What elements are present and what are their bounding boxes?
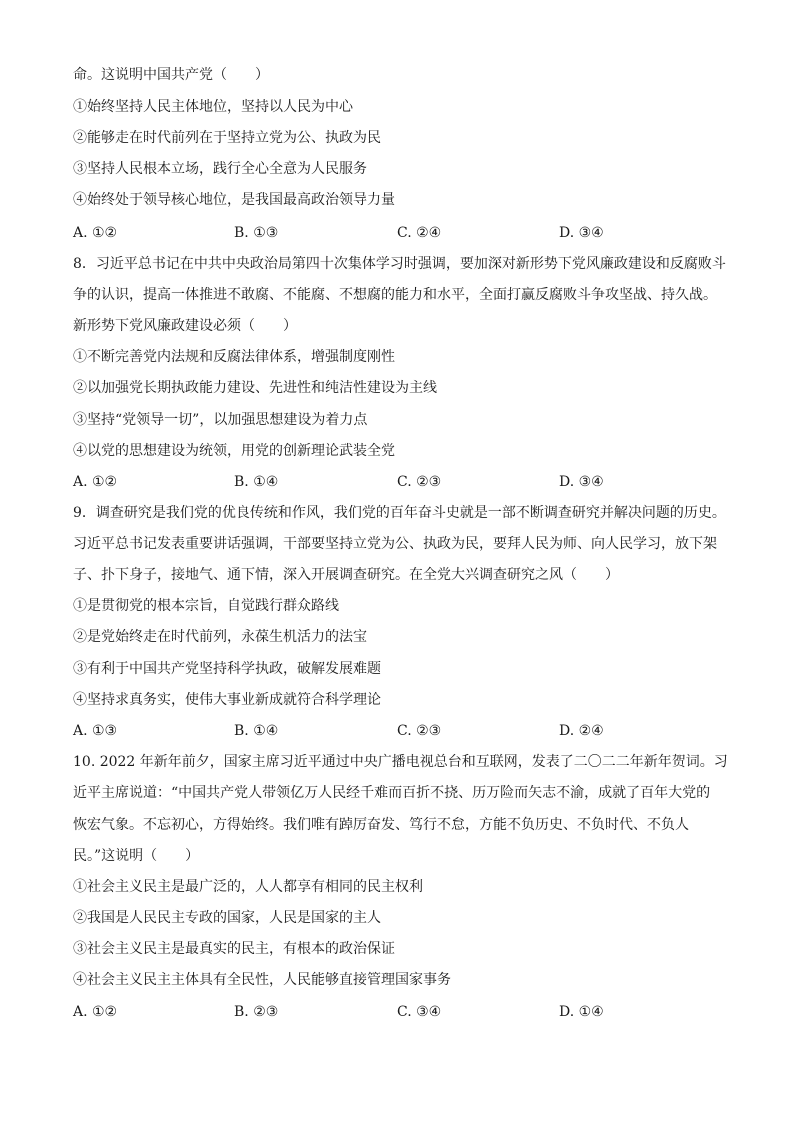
- q7-option-d: D. ③④: [559, 225, 604, 241]
- q8-stem-line-2: 争的认识，提高一体推进不敢腐、不能腐、不想腐的能力和水平，全面打赢反腐败斗争攻坚战、持久战。: [73, 287, 717, 303]
- q8-option-b: B. ①④: [234, 474, 279, 490]
- q8-item-2: ②以加强党长期执政能力建设、先进性和纯洁性建设为主线: [73, 380, 437, 396]
- q10-item-2: ②我国是人民民主专政的国家，人民是国家的主人: [73, 910, 381, 926]
- q10-stem-line-3: 恢宏气象。不忘初心，方得始终。我们唯有踔厉奋发、笃行不怠，方能不负历史、不负时代、不负人: [73, 817, 689, 833]
- q9-item-2: ②是党始终走在时代前列，永葆生机活力的法宝: [73, 629, 367, 645]
- q8-option-c: C. ②③: [397, 474, 442, 490]
- q10-stem-line-2: 近平主席说道：“中国共产党人带领亿万人民经千难而百折不挠、历万险而矢志不渝，成就了百年大党的: [73, 785, 711, 801]
- q10-item-3: ③社会主义民主是最真实的民主，有根本的政治保证: [73, 941, 395, 957]
- q7-item-2: ②能够走在时代前列在于坚持立党为公、执政为民: [73, 130, 381, 146]
- q10-item-4: ④社会主义民主主体具有全民性，人民能够直接管理国家事务: [73, 972, 451, 988]
- q9-option-a: A. ①③: [73, 723, 118, 739]
- q9-item-1: ①是贯彻党的根本宗旨，自觉践行群众路线: [73, 598, 339, 614]
- q9-option-b: B. ①④: [234, 723, 279, 739]
- q7-option-b: B. ①③: [234, 225, 279, 241]
- q10-option-d: D. ①④: [559, 1004, 604, 1020]
- q7-item-1: ①始终坚持人民主体地位，坚持以人民为中心: [73, 99, 353, 115]
- q8-option-d: D. ③④: [559, 474, 604, 490]
- q8-stem-line-3: 新形势下党风廉政建设必须（ ）: [73, 318, 297, 334]
- q8-option-a: A. ①②: [73, 474, 118, 490]
- q9-item-4: ④坚持求真务实，使伟大事业新成就符合科学理论: [73, 692, 381, 708]
- q7-stem-end: 命。这说明中国共产党（ ）: [73, 67, 269, 83]
- q9-stem-line-3: 子、扑下身子，接地气、通下情，深入开展调查研究。在全党大兴调查研究之风（ ）: [73, 567, 619, 583]
- q8-stem-line-1: 8．习近平总书记在中共中央政治局第四十次集体学习时强调，要加深对新形势下党风廉政建设和反腐败斗: [73, 256, 726, 272]
- q8-item-3: ③坚持“党领导一切”，以加强思想建设为着力点: [73, 412, 368, 428]
- q7-option-c: C. ②④: [397, 225, 442, 241]
- q7-item-4: ④始终处于领导核心地位，是我国最高政治领导力量: [73, 192, 395, 208]
- q10-option-c: C. ③④: [397, 1004, 442, 1020]
- q10-stem-line-1: 10. 2022 年新年前夕，国家主席习近平通过中央广播电视总台和互联网，发表了二〇二二年新年贺词。习: [73, 754, 728, 770]
- q8-item-4: ④以党的思想建设为统领，用党的创新理论武装全党: [73, 443, 395, 459]
- q10-item-1: ①社会主义民主是最广泛的，人人都享有相同的民主权利: [73, 879, 423, 895]
- q9-stem-line-2: 习近平总书记发表重要讲话强调，干部要坚持立党为公、执政为民，要拜人民为师、向人民学习，放下架: [73, 536, 717, 552]
- q8-item-1: ①不断完善党内法规和反腐法律体系，增强制度刚性: [73, 349, 395, 365]
- q10-stem-line-4: 民。”这说明（ ）: [73, 848, 200, 864]
- q9-item-3: ③有利于中国共产党坚持科学执政，破解发展难题: [73, 661, 381, 677]
- q9-option-c: C. ②③: [397, 723, 442, 739]
- q10-option-a: A. ①②: [73, 1004, 118, 1020]
- q9-stem-line-1: 9．调查研究是我们党的优良传统和作风，我们党的百年奋斗史就是一部不断调查研究并解决问题的历史。: [73, 505, 726, 521]
- q10-option-b: B. ②③: [234, 1004, 279, 1020]
- q7-item-3: ③坚持人民根本立场，践行全心全意为人民服务: [73, 161, 367, 177]
- q9-option-d: D. ②④: [559, 723, 604, 739]
- q7-option-a: A. ①②: [73, 225, 118, 241]
